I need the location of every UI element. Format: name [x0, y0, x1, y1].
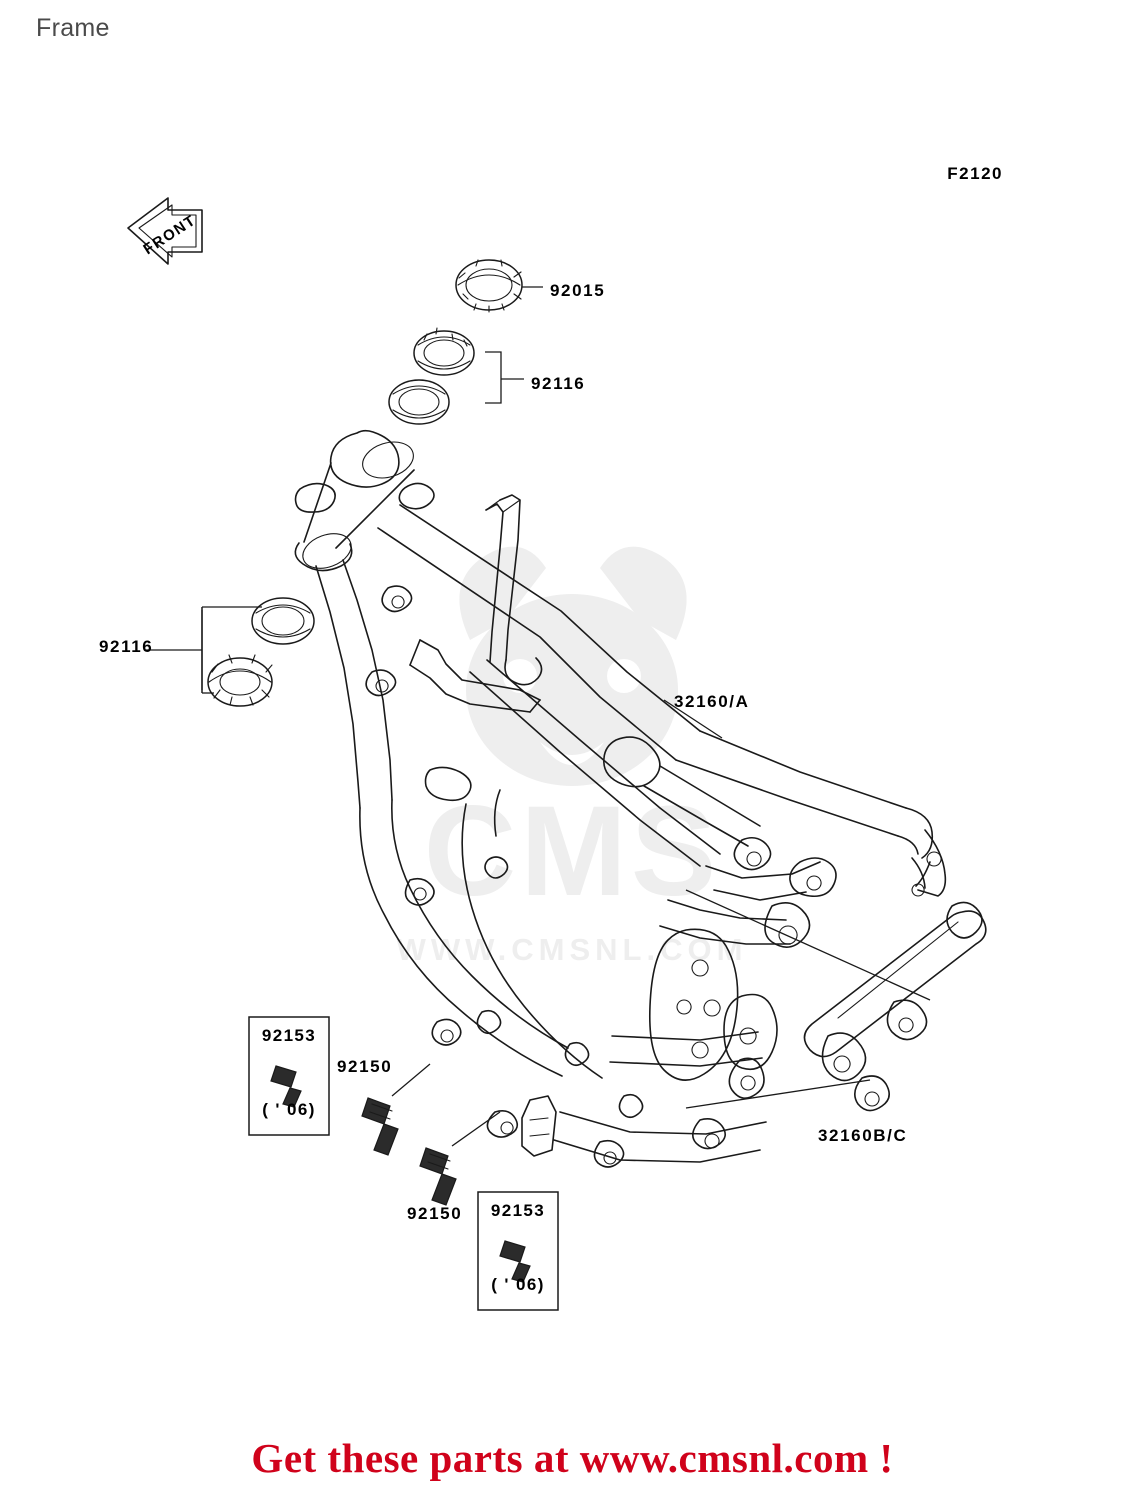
boxed-note-92153-2: ( ' 06) — [491, 1275, 545, 1294]
page-title: Frame — [36, 14, 110, 42]
callout-92116-upper: 92116 — [531, 374, 586, 393]
part-92150-bolt-upper — [362, 1098, 398, 1155]
svg-text:FRONT: FRONT — [140, 211, 200, 259]
boxed-label-92153-1: 92153 — [261, 1026, 317, 1045]
part-32160BC-bracket — [804, 902, 985, 1110]
sheet-code: F2120 — [947, 164, 1003, 183]
part-92015-nut — [456, 260, 522, 312]
boxed-note-92153-1: ( ' 06) — [262, 1100, 316, 1119]
callout-92150-lower: 92150 — [407, 1204, 463, 1223]
leader-92150-upper — [392, 1064, 430, 1096]
bracket-92116-upper — [485, 352, 501, 403]
leader-32160BC-2 — [686, 1080, 870, 1108]
leader-92150-lower — [452, 1112, 500, 1146]
callout-92116-lower: 92116 — [99, 637, 154, 656]
part-92116-lower-bearings — [208, 598, 314, 706]
part-92116-upper-bearings — [389, 328, 474, 424]
callout-32160-bc: 32160B/C — [818, 1126, 908, 1145]
svg-text:CMS: CMS — [423, 780, 721, 923]
part-92150-lower-bolt — [420, 1148, 456, 1205]
callout-92015: 92015 — [550, 281, 606, 300]
callout-92150-upper: 92150 — [337, 1057, 393, 1076]
watermark — [397, 547, 748, 967]
footer-promo-text: Get these parts at www.cmsnl.com ! — [251, 1435, 894, 1481]
boxed-label-92153-2: 92153 — [490, 1201, 546, 1220]
callout-32160-a: 32160/A — [674, 692, 750, 711]
svg-text:WWW.CMSNL.COM: WWW.CMSNL.COM — [396, 932, 748, 967]
front-direction-marker — [128, 198, 202, 264]
